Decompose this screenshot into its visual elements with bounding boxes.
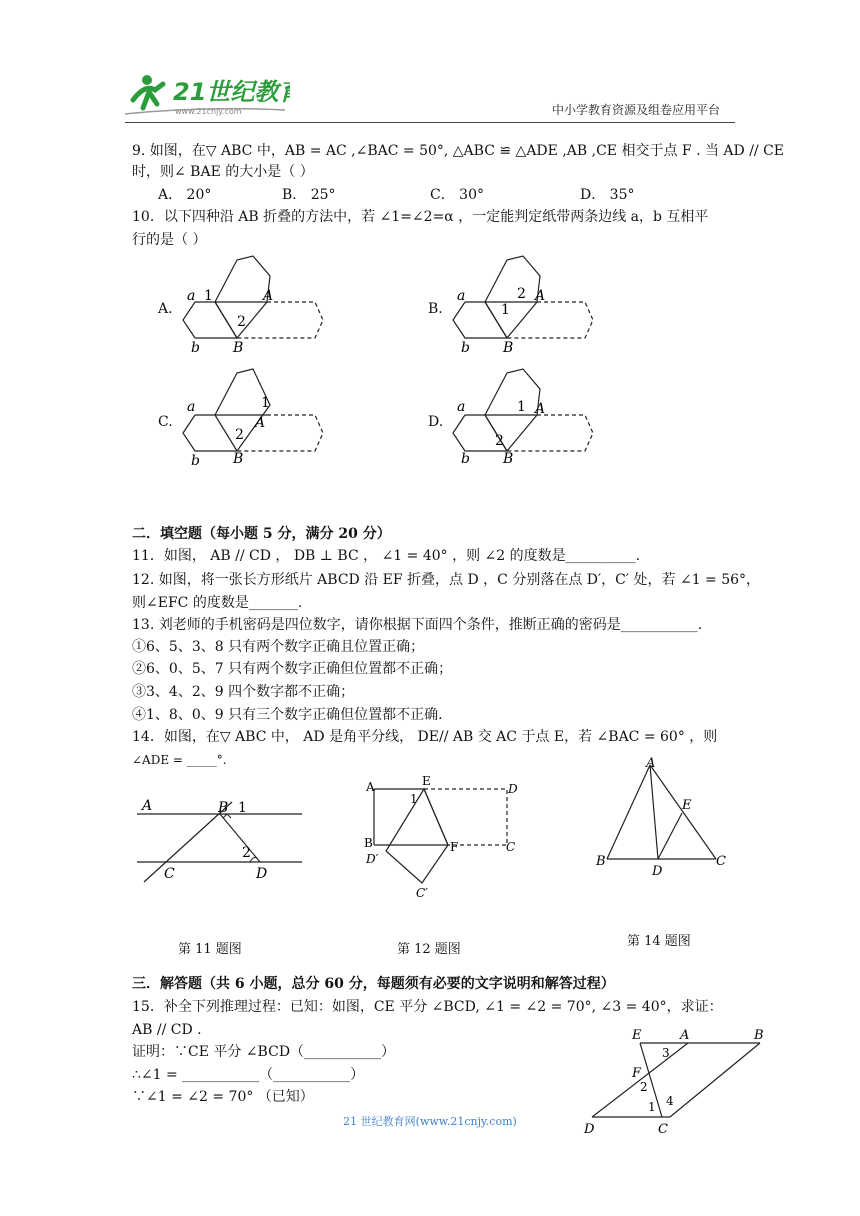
fig14-label-D: D — [652, 864, 663, 879]
q9-option-a: A． 20° — [158, 187, 212, 203]
figure-12 — [362, 775, 522, 905]
fig15-label-1: 1 — [648, 1100, 656, 1114]
fig14-label-E: E — [682, 798, 692, 813]
fig12-label-Cp: C′ — [416, 886, 428, 900]
fig11-caption: 第 11 题图 — [178, 942, 242, 957]
fig-d-label-1: 1 — [517, 399, 526, 415]
fig-d-label-b: b — [461, 451, 470, 467]
q9-line2: 时，则∠ BAE 的大小是（ ） — [132, 164, 314, 180]
fig11-label-A: A — [142, 798, 153, 814]
fig-c-label-1: 1 — [261, 395, 270, 411]
fig-a-label-a: a — [187, 288, 196, 304]
fig11-label-D: D — [256, 866, 268, 882]
fig14-label-A: A — [646, 756, 656, 771]
fig-d-label-2: 2 — [495, 433, 504, 449]
fig-a-label-1: 1 — [204, 288, 213, 304]
fig15-label-E: E — [632, 1028, 642, 1043]
q10-option-c-label: C. — [158, 414, 173, 430]
header-divider — [125, 122, 735, 123]
q15-proof-1: 证明：∵CE 平分 ∠BCD（___________） — [132, 1044, 396, 1060]
fig-c-label-A: A — [255, 415, 266, 431]
fig-b-label-a: a — [457, 288, 466, 304]
fig11-label-1: 1 — [238, 800, 247, 816]
fig-d-label-B: B — [503, 451, 514, 467]
fig14-caption: 第 14 题图 — [627, 934, 691, 949]
figure-11 — [132, 790, 307, 890]
fig15-label-4: 4 — [666, 1094, 674, 1108]
section-3-title: 三．解答题（共 6 小题，总分 60 分，每题须有必要的文字说明和解答过程） — [132, 976, 615, 992]
fig14-label-C: C — [716, 854, 726, 869]
q10-line1: 10．以下四种沿 AB 折叠的方法中，若 ∠1=∠2=α ，一定能判定纸带两条边线 a，b 互相平 — [132, 209, 709, 225]
logo-url: www.21cnjy.com — [175, 107, 242, 116]
fig12-label-F: F — [450, 840, 459, 854]
q10-option-b-label: B. — [428, 301, 443, 317]
fig12-label-E: E — [422, 775, 431, 788]
fig-b-label-b: b — [461, 340, 470, 356]
fig14-label-B: B — [596, 854, 606, 869]
fig15-label-A: A — [680, 1028, 690, 1043]
fig-a-label-b: b — [191, 340, 200, 356]
q13-line1: 13. 刘老师的手机密码是四位数字，请你根据下面四个条件，推断正确的密码是___________. — [132, 617, 703, 633]
fig-b-label-B: B — [503, 340, 514, 356]
q13-condition-2: ②6、0、5、7 只有两个数字正确但位置都不正确； — [132, 661, 453, 677]
fig-b-label-2: 2 — [517, 286, 526, 302]
q10-line2: 行的是（ ） — [132, 232, 207, 248]
q10-figure-d — [445, 365, 600, 470]
fig-a-label-A: A — [263, 288, 274, 304]
fig12-label-1: 1 — [410, 792, 418, 806]
q15-line2: AB // CD . — [132, 1022, 202, 1038]
fig15-label-B: B — [754, 1028, 764, 1043]
q9-option-d: D． 35° — [580, 187, 635, 203]
fig-c-label-B: B — [233, 451, 244, 467]
fig11-label-B: B — [218, 800, 229, 816]
q13-condition-4: ④1、8、0、9 只有三个数字正确但位置都不正确. — [132, 707, 443, 723]
logo-text: 21世纪教育 — [173, 78, 290, 106]
q12-line1: 12. 如图，将一张长方形纸片 ABCD 沿 EF 折叠，点 D ，C 分别落在点 D′，C′ 处，若 ∠1 = 56°， — [132, 572, 761, 588]
fig-a-label-2: 2 — [237, 314, 246, 330]
q10-figure-c — [175, 365, 330, 470]
fig15-label-2: 2 — [640, 1080, 648, 1094]
fig15-label-3: 3 — [662, 1046, 670, 1060]
site-logo — [125, 70, 290, 118]
q9-line1: 9. 如图，在▽ ABC 中，AB = AC ,∠BAC = 50°, △ABC ≌ △ADE ,AB ,CE 相交于点 F . 当 AD // CE — [132, 143, 785, 159]
q9-option-c: C． 30° — [430, 187, 484, 203]
q15-proof-3: ∵∠1 = ∠2 = 70° （已知） — [132, 1089, 314, 1105]
q10-figure-a — [175, 252, 330, 357]
q10-option-d-label: D. — [428, 414, 444, 430]
fig-a-label-B: B — [233, 340, 244, 356]
fig12-label-A: A — [366, 780, 375, 794]
q13-condition-1: ①6、5、3、8 只有两个数字正确且位置正确； — [132, 639, 425, 655]
fig-c-label-a: a — [187, 399, 196, 415]
figure-14 — [592, 755, 737, 880]
fig15-label-F: F — [632, 1066, 642, 1081]
q15-line1: 15．补全下列推理过程：已知：如图，CE 平分 ∠BCD, ∠1 = ∠2 = 70°, ∠3 = 40°，求证： — [132, 999, 723, 1015]
section-2-title: 二．填空题（每小题 5 分，满分 20 分） — [132, 526, 391, 542]
q14-line2: ∠ADE = _____°. — [132, 753, 227, 767]
fig12-label-C: C — [506, 840, 516, 854]
page-footer: 21 世纪教育网(www.21cnjy.com) — [343, 1115, 517, 1128]
q9-option-b: B． 25° — [282, 187, 336, 203]
fig11-label-C: C — [164, 866, 175, 882]
fig12-label-B: B — [364, 836, 373, 850]
q10-figure-b — [445, 252, 600, 357]
q10-option-a-label: A. — [158, 301, 173, 317]
fig15-label-C: C — [658, 1122, 668, 1135]
fig-b-label-1: 1 — [501, 302, 510, 318]
fig-d-label-a: a — [457, 399, 466, 415]
q11-text: 11．如图， AB // CD ， DB ⊥ BC ， ∠1 = 40° ，则 ∠2 的度数是__________. — [132, 548, 641, 564]
q14-line1: 14．如图，在▽ ABC 中， AD 是角平分线， DE// AB 交 AC 于点 E，若 ∠BAC = 60° ，则 — [132, 729, 718, 745]
fig-c-label-b: b — [191, 453, 200, 469]
fig11-label-2: 2 — [242, 845, 251, 861]
fig12-label-D: D — [508, 782, 518, 796]
fig12-caption: 第 12 题图 — [397, 942, 461, 957]
q13-condition-3: ③3、4、2、9 四个数字都不正确； — [132, 684, 355, 700]
fig-d-label-A: A — [535, 401, 546, 417]
platform-name: 中小学教育资源及组卷应用平台 — [551, 103, 720, 117]
fig-b-label-A: A — [535, 288, 546, 304]
fig15-label-D: D — [584, 1122, 595, 1135]
fig-c-label-2: 2 — [235, 427, 244, 443]
fig12-label-Dp: D′ — [366, 852, 379, 866]
q15-proof-2: ∴∠1 = ___________（___________） — [132, 1067, 365, 1083]
q12-line2: 则∠EFC 的度数是_______. — [132, 595, 303, 611]
